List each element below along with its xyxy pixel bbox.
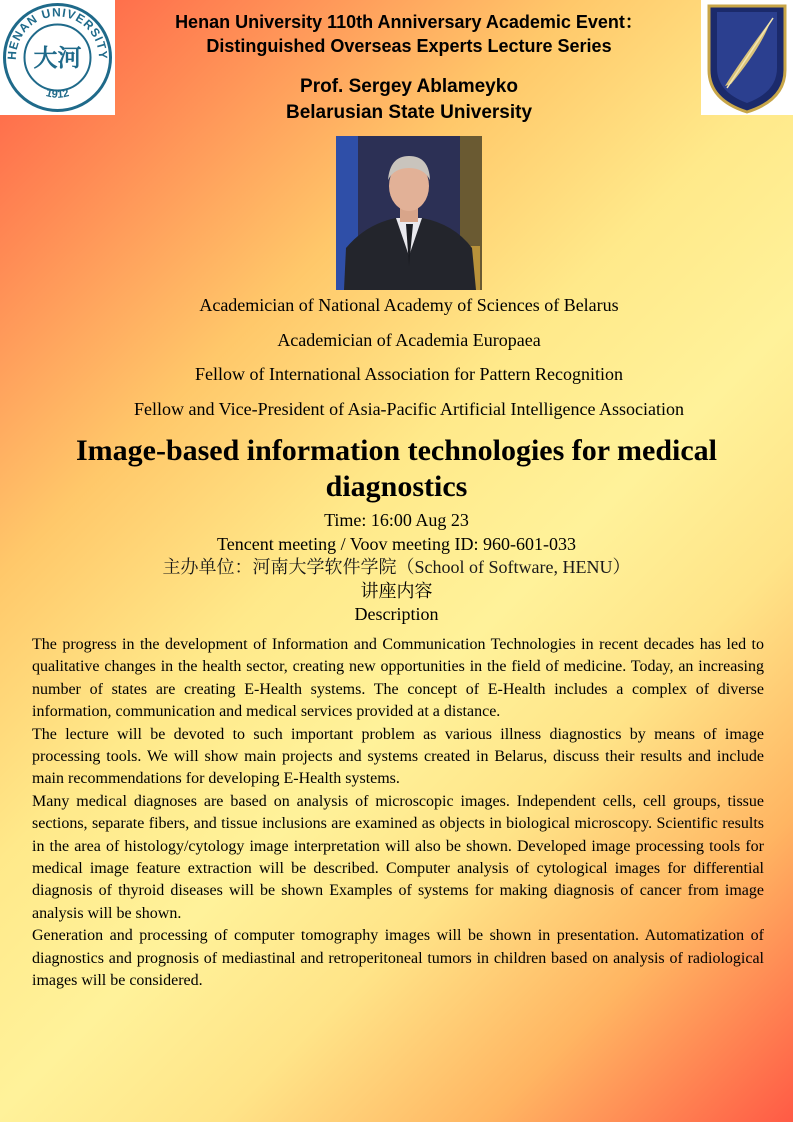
event-line-1: Henan University 110th Anniversary Academic Event： [175,12,643,32]
speaker-photo [336,136,482,290]
meeting-id: Tencent meeting / Voov meeting ID: 960-601-033 [216,533,576,554]
speaker-titles [40,293,778,431]
feather-emblem-icon [701,0,793,115]
event-heading [120,10,698,58]
bsu-logo [701,0,793,115]
description-paragraph: Generation and processing of computer tomography images will be shown in presentation. Automatization of diagnostics and prognosis of mediastinal and retroperitoneal tumors in children based on analysis of radiological images will be considered. [32,927,764,990]
description-paragraph: Many medical diagnoses are based on analysis of microscopic images. Independent cells, cell groups, tissue sections, separate fibers, and tissue inclusions are examined as objects in biological microscopy. Scientific results in the area of histology/cytology image interpretation will also be shown. Developed image processing tools for medical image feature extraction will be described. Computer analysis of cytological images for differential diagnosis of thyroid diseases will be shown Examples of systems for making diagnosis of cancer from image analysis will be shown. [32,792,764,922]
description-paragraph: The progress in the development of Information and Communication Technologies in recent decades has led to qualitative changes in the health sector, creating new opportunities in the field of medicine. Today, an increasing number of states are creating E-Health systems. The concept of E-Health includes a complex of diverse information, communication and medical services provided at a distance. [32,636,764,721]
speaker-title-3: Fellow of International Association for Pattern Recognition [195,364,623,384]
lecture-info [40,509,753,627]
henan-university-logo [0,0,115,115]
description-body [32,634,764,993]
content-heading-cn: 讲座内容 [360,580,433,601]
speaker-title-1: Academician of National Academy of Sciences of Belarus [199,295,619,315]
speaker-title-4: Fellow and Vice-President of Asia-Pacific Artificial Intelligence Association [134,398,684,419]
organizer: 主办单位：河南大学软件学院（School of Software, HENU） [162,557,631,577]
description-heading: Description [354,604,439,624]
lecture-time: Time: 16:00 Aug 23 [324,510,469,530]
speaker-name: Prof. Sergey Ablameyko [300,76,518,97]
svg-text:HENAN UNIVERSITY: HENAN UNIVERSITY [4,5,111,61]
speaker-affiliation: Belarusian State University [285,102,533,123]
description-paragraph: The lecture will be devoted to such important problem as various illness diagnostics by means of image processing tools. We will show main projects and systems created in Belarus, discuss their results and include main recommendations for developing E-Health systems. [32,725,764,788]
henan-university-seal-icon [0,0,115,115]
speaker-title-2: Academician of Academia Europaea [277,329,541,350]
event-line-2: Distinguished Overseas Experts Lecture Series [206,36,612,56]
svg-text:大河: 大河 [33,44,82,72]
svg-text:1912: 1912 [44,87,71,101]
lecture-title: Image-based information technologies for medical diagnostics [75,434,718,503]
speaker-block [160,74,658,126]
